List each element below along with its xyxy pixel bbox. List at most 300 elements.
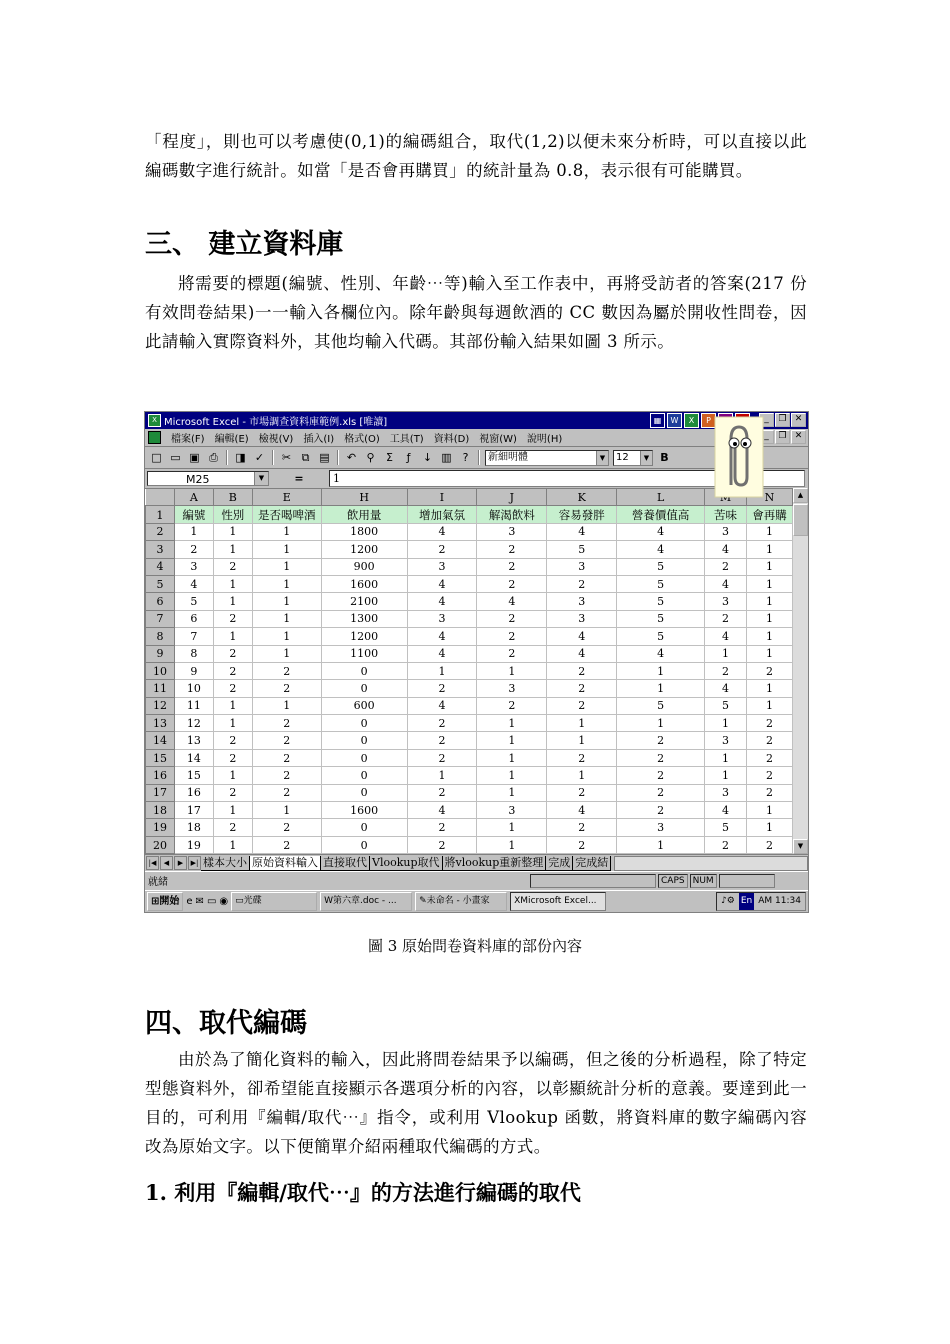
cell[interactable]: 18 [174, 819, 213, 836]
cell[interactable]: 1 [617, 662, 705, 679]
cell[interactable]: 1 [213, 593, 252, 610]
scroll-thumb[interactable] [793, 504, 808, 536]
row-number[interactable]: 6 [146, 593, 175, 610]
cell[interactable]: 1 [746, 593, 792, 610]
cell[interactable]: 4 [705, 541, 747, 558]
cell[interactable]: 12 [174, 715, 213, 732]
cell[interactable]: 5 [617, 610, 705, 627]
cell[interactable]: 2 [705, 610, 747, 627]
row-number[interactable]: 19 [146, 819, 175, 836]
sheet-tab[interactable]: 將vlookup重新整理 [443, 856, 547, 871]
horizontal-scrollbar[interactable] [614, 856, 808, 871]
bold-button[interactable]: B [660, 451, 669, 464]
menu-view[interactable]: 檢視(V) [258, 434, 294, 445]
cell[interactable]: 4 [547, 802, 617, 819]
row-number[interactable]: 14 [146, 732, 175, 749]
cell[interactable]: 4 [617, 523, 705, 540]
new-file-icon[interactable]: □ [151, 451, 162, 464]
ie-icon[interactable]: e [186, 896, 193, 907]
cell[interactable]: 3 [705, 784, 747, 801]
cell[interactable]: 1 [213, 575, 252, 592]
cell[interactable]: 2 [477, 575, 547, 592]
row-number[interactable]: 1 [146, 506, 175, 523]
cell[interactable]: 2 [547, 662, 617, 679]
column-header[interactable]: J [477, 489, 547, 506]
cell[interactable]: 2 [547, 680, 617, 697]
copy-icon[interactable]: ⧉ [301, 451, 310, 464]
doc-minimize-icon[interactable]: _ [759, 430, 774, 444]
cell[interactable]: 1200 [321, 541, 407, 558]
workbook-icon[interactable] [148, 431, 161, 444]
cell[interactable]: 2 [746, 749, 792, 766]
header-cell[interactable]: 是否喝啤酒 [252, 506, 321, 523]
cell[interactable]: 1 [617, 680, 705, 697]
cell[interactable]: 2 [252, 662, 321, 679]
cell[interactable]: 2 [213, 558, 252, 575]
cell[interactable]: 2 [705, 836, 747, 853]
task-button[interactable] [320, 892, 412, 911]
column-header[interactable]: H [321, 489, 407, 506]
cell[interactable]: 1300 [321, 610, 407, 627]
cell[interactable]: 1 [213, 523, 252, 540]
cell[interactable]: 2 [213, 819, 252, 836]
cell[interactable]: 1 [174, 523, 213, 540]
chart-wizard-icon[interactable]: ▥ [441, 451, 452, 464]
header-cell[interactable]: 編號 [174, 506, 213, 523]
cell[interactable]: 1 [213, 715, 252, 732]
cell[interactable]: 1 [746, 680, 792, 697]
header-cell[interactable]: 性別 [213, 506, 252, 523]
cell[interactable]: 2 [705, 558, 747, 575]
cell[interactable]: 1 [547, 715, 617, 732]
cell[interactable]: 2 [746, 836, 792, 853]
spell-check-icon[interactable]: ✓ [254, 451, 265, 464]
equals-icon[interactable]: = [294, 472, 304, 485]
cell[interactable]: 11 [174, 697, 213, 714]
cell[interactable]: 0 [321, 767, 407, 784]
cell[interactable]: 2 [252, 836, 321, 853]
cell[interactable]: 2 [174, 541, 213, 558]
cell[interactable]: 5 [617, 697, 705, 714]
cell[interactable]: 14 [174, 749, 213, 766]
cell[interactable]: 1 [213, 697, 252, 714]
cell[interactable]: 2 [477, 628, 547, 645]
cell[interactable]: 1 [213, 628, 252, 645]
cell[interactable]: 1 [746, 558, 792, 575]
cell[interactable]: 2 [407, 819, 477, 836]
cell[interactable]: 1 [477, 784, 547, 801]
cell[interactable]: 0 [321, 732, 407, 749]
cell[interactable]: 4 [407, 697, 477, 714]
chevron-down-icon[interactable]: ▼ [640, 451, 652, 465]
cell[interactable]: 1 [746, 523, 792, 540]
cell[interactable]: 2 [407, 836, 477, 853]
cell[interactable]: 1 [617, 836, 705, 853]
cell[interactable]: 2 [547, 784, 617, 801]
cell[interactable]: 13 [174, 732, 213, 749]
cell[interactable]: 2 [477, 697, 547, 714]
header-cell[interactable]: 會再購 [746, 506, 792, 523]
menu-tools[interactable]: 工具(T) [389, 434, 424, 445]
excel-shortcut-icon[interactable]: X [684, 413, 699, 428]
cell[interactable]: 2 [252, 749, 321, 766]
cell[interactable]: 2 [213, 645, 252, 662]
cell[interactable]: 2 [252, 819, 321, 836]
cell[interactable]: 1 [477, 749, 547, 766]
cell[interactable]: 1 [746, 802, 792, 819]
cell[interactable]: 5 [547, 541, 617, 558]
cell[interactable]: 4 [407, 523, 477, 540]
media-player-icon[interactable]: ◉ [219, 896, 229, 907]
cell[interactable]: 900 [321, 558, 407, 575]
row-number[interactable]: 12 [146, 697, 175, 714]
cell[interactable]: 2 [252, 732, 321, 749]
cell[interactable]: 5 [617, 593, 705, 610]
cell[interactable]: 4 [617, 541, 705, 558]
close-icon[interactable]: ✕ [791, 413, 806, 427]
cell[interactable]: 0 [321, 819, 407, 836]
office-assistant-clippy-icon[interactable] [713, 415, 765, 499]
task-button[interactable] [231, 892, 317, 911]
cell[interactable]: 2 [477, 610, 547, 627]
cell[interactable]: 5 [174, 593, 213, 610]
cell[interactable]: 2 [252, 767, 321, 784]
sheet-tab[interactable]: Vlookup取代 [370, 856, 443, 871]
cell[interactable]: 4 [477, 593, 547, 610]
first-sheet-icon[interactable]: |◀ [146, 856, 159, 870]
hyperlink-icon[interactable]: ⚲ [366, 451, 375, 464]
cell[interactable]: 1 [252, 802, 321, 819]
cell[interactable]: 3 [477, 802, 547, 819]
cell[interactable]: 1600 [321, 802, 407, 819]
cell[interactable]: 4 [705, 802, 747, 819]
column-header[interactable]: B [213, 489, 252, 506]
cell[interactable]: 2 [617, 784, 705, 801]
row-number[interactable]: 2 [146, 523, 175, 540]
cell[interactable]: 1 [617, 715, 705, 732]
cell[interactable]: 16 [174, 784, 213, 801]
cell[interactable]: 1 [705, 645, 747, 662]
cell[interactable]: 1 [407, 662, 477, 679]
cell[interactable]: 2 [252, 784, 321, 801]
word-shortcut-icon[interactable]: W [667, 413, 682, 428]
cell[interactable]: 3 [705, 593, 747, 610]
task-button-active[interactable] [510, 892, 606, 911]
cell[interactable]: 1 [477, 662, 547, 679]
cell[interactable]: 2 [407, 715, 477, 732]
cell[interactable]: 9 [174, 662, 213, 679]
row-number[interactable]: 9 [146, 645, 175, 662]
header-cell[interactable]: 苦味 [705, 506, 747, 523]
cell[interactable]: 2 [617, 802, 705, 819]
cell[interactable]: 1 [705, 749, 747, 766]
column-header[interactable]: A [174, 489, 213, 506]
cell[interactable]: 1 [252, 558, 321, 575]
menu-file[interactable]: 檔案(F) [171, 434, 205, 445]
cell[interactable]: 1 [705, 767, 747, 784]
cell[interactable]: 0 [321, 784, 407, 801]
show-desktop-icon[interactable]: ▭ [206, 896, 217, 907]
office-shortcut-icon[interactable]: ▦ [650, 413, 665, 428]
cell[interactable]: 2 [407, 732, 477, 749]
cell[interactable]: 4 [407, 575, 477, 592]
cell[interactable]: 2 [213, 610, 252, 627]
row-number[interactable]: 4 [146, 558, 175, 575]
start-button[interactable] [147, 892, 183, 911]
cell[interactable]: 2 [746, 662, 792, 679]
cell[interactable]: 1 [477, 715, 547, 732]
cell[interactable]: 2 [746, 767, 792, 784]
cell[interactable]: 1 [746, 819, 792, 836]
column-header[interactable]: E [252, 489, 321, 506]
cell[interactable]: 2 [547, 836, 617, 853]
cell[interactable]: 2 [746, 784, 792, 801]
header-cell[interactable]: 增加氣氛 [407, 506, 477, 523]
header-cell[interactable]: 解渴飲料 [477, 506, 547, 523]
cell[interactable]: 0 [321, 715, 407, 732]
menu-format[interactable]: 格式(O) [344, 434, 380, 445]
cell[interactable]: 1 [252, 628, 321, 645]
cell[interactable]: 5 [617, 575, 705, 592]
cell[interactable]: 4 [705, 575, 747, 592]
cell[interactable]: 0 [321, 836, 407, 853]
cell[interactable]: 1 [252, 523, 321, 540]
cell[interactable]: 1 [746, 645, 792, 662]
menu-window[interactable]: 視窗(W) [479, 434, 517, 445]
cell[interactable]: 3 [705, 732, 747, 749]
column-header[interactable]: L [617, 489, 705, 506]
cell[interactable]: 4 [407, 802, 477, 819]
language-indicator[interactable]: En [739, 893, 754, 910]
cell[interactable]: 3 [547, 610, 617, 627]
worksheet-grid[interactable] [145, 488, 793, 854]
cell[interactable]: 1 [477, 767, 547, 784]
cell[interactable]: 4 [174, 575, 213, 592]
cell[interactable]: 2 [617, 767, 705, 784]
cell[interactable]: 2 [252, 715, 321, 732]
save-icon[interactable]: ▣ [189, 451, 200, 464]
cut-icon[interactable]: ✂ [281, 451, 292, 464]
chevron-down-icon[interactable]: ▼ [596, 451, 608, 465]
autosum-icon[interactable]: Σ [386, 451, 393, 464]
row-number[interactable]: 16 [146, 767, 175, 784]
cell[interactable]: 5 [617, 558, 705, 575]
cell[interactable]: 2 [252, 680, 321, 697]
cell[interactable]: 4 [547, 628, 617, 645]
menu-edit[interactable]: 編輯(E) [214, 434, 249, 445]
header-cell[interactable]: 飲用量 [321, 506, 407, 523]
cell[interactable]: 1100 [321, 645, 407, 662]
cell[interactable]: 4 [407, 645, 477, 662]
menu-insert[interactable]: 插入(I) [303, 434, 335, 445]
cell[interactable]: 1 [252, 541, 321, 558]
cell[interactable]: 1600 [321, 575, 407, 592]
column-header[interactable]: I [407, 489, 477, 506]
cell[interactable]: 1 [252, 593, 321, 610]
cell[interactable]: 1 [746, 697, 792, 714]
cell[interactable]: 2 [547, 749, 617, 766]
cell[interactable]: 2 [213, 784, 252, 801]
cell[interactable]: 1 [477, 836, 547, 853]
cell[interactable]: 2 [407, 541, 477, 558]
cell[interactable]: 3 [547, 593, 617, 610]
cell[interactable]: 4 [705, 628, 747, 645]
cell[interactable]: 2 [213, 749, 252, 766]
cell[interactable]: 3 [407, 558, 477, 575]
help-icon[interactable]: ? [462, 451, 469, 464]
cell[interactable]: 1 [746, 628, 792, 645]
last-sheet-icon[interactable]: ▶| [188, 856, 201, 870]
doc-close-icon[interactable]: ✕ [791, 430, 806, 444]
row-number[interactable]: 20 [146, 836, 175, 853]
cell[interactable]: 1 [547, 732, 617, 749]
row-number[interactable]: 11 [146, 680, 175, 697]
row-number[interactable]: 7 [146, 610, 175, 627]
cell[interactable]: 3 [174, 558, 213, 575]
cell[interactable]: 1 [213, 767, 252, 784]
cell[interactable]: 1 [252, 610, 321, 627]
cell[interactable]: 2100 [321, 593, 407, 610]
cell[interactable]: 1 [252, 645, 321, 662]
cell[interactable]: 1800 [321, 523, 407, 540]
cell[interactable]: 2 [213, 680, 252, 697]
cell[interactable]: 1 [547, 767, 617, 784]
sort-ascending-icon[interactable]: ↓ [422, 451, 433, 464]
print-preview-icon[interactable]: ◨ [235, 451, 246, 464]
cell[interactable]: 10 [174, 680, 213, 697]
paste-icon[interactable]: ▤ [319, 451, 330, 464]
cell[interactable]: 600 [321, 697, 407, 714]
print-icon[interactable]: ⎙ [209, 451, 218, 464]
cell[interactable]: 2 [547, 697, 617, 714]
vertical-scrollbar[interactable] [793, 488, 808, 854]
cell[interactable]: 1 [407, 767, 477, 784]
cell[interactable]: 1 [705, 715, 747, 732]
cell[interactable]: 1 [746, 610, 792, 627]
sheet-tab[interactable]: 完成結 [573, 856, 611, 871]
cell[interactable]: 0 [321, 662, 407, 679]
sheet-tab[interactable]: 樣本大小 [201, 856, 250, 871]
row-number[interactable]: 15 [146, 749, 175, 766]
cell[interactable]: 0 [321, 749, 407, 766]
tray-icons[interactable]: ♪⚙ [721, 896, 735, 906]
sheet-tab[interactable]: 完成 [546, 856, 573, 871]
cell[interactable]: 1 [252, 575, 321, 592]
cell[interactable]: 3 [547, 558, 617, 575]
open-folder-icon[interactable]: ▭ [170, 451, 181, 464]
cell[interactable]: 4 [547, 645, 617, 662]
cell[interactable]: 2 [407, 680, 477, 697]
cell[interactable]: 2 [213, 662, 252, 679]
font-size-select[interactable] [613, 450, 653, 466]
cell[interactable]: 1 [213, 802, 252, 819]
cell[interactable]: 7 [174, 628, 213, 645]
cell[interactable]: 1 [252, 697, 321, 714]
cell[interactable]: 3 [705, 523, 747, 540]
cell[interactable]: 19 [174, 836, 213, 853]
row-number[interactable]: 18 [146, 802, 175, 819]
header-cell[interactable]: 營養價值高 [617, 506, 705, 523]
cell[interactable]: 4 [547, 523, 617, 540]
cell[interactable]: 5 [617, 628, 705, 645]
cell[interactable]: 1 [477, 819, 547, 836]
name-box[interactable] [147, 471, 269, 486]
scroll-down-icon[interactable]: ▼ [793, 839, 808, 854]
cell[interactable]: 8 [174, 645, 213, 662]
cell[interactable]: 2 [746, 715, 792, 732]
next-sheet-icon[interactable]: ▶ [174, 856, 187, 870]
scroll-up-icon[interactable]: ▲ [793, 488, 808, 503]
prev-sheet-icon[interactable]: ◀ [160, 856, 173, 870]
column-header[interactable]: K [547, 489, 617, 506]
formula-input[interactable]: 1 [329, 470, 805, 487]
column-header[interactable]: N [746, 489, 792, 506]
doc-restore-icon[interactable]: ❐ [775, 430, 790, 444]
cell[interactable]: 1 [213, 836, 252, 853]
cell[interactable]: 3 [617, 819, 705, 836]
cell[interactable]: 2 [617, 749, 705, 766]
cell[interactable]: 3 [477, 523, 547, 540]
row-number[interactable]: 17 [146, 784, 175, 801]
cell[interactable]: 6 [174, 610, 213, 627]
row-number[interactable]: 8 [146, 628, 175, 645]
restore-icon[interactable]: ❐ [775, 413, 790, 427]
cell[interactable]: 4 [705, 680, 747, 697]
minimize-icon[interactable]: _ [759, 413, 774, 427]
menu-data[interactable]: 資料(D) [433, 434, 470, 445]
cell[interactable]: 2 [213, 732, 252, 749]
row-number[interactable]: 5 [146, 575, 175, 592]
cell[interactable]: 2 [477, 541, 547, 558]
outlook-express-icon[interactable]: ✉ [195, 896, 204, 907]
cell[interactable]: 2 [407, 749, 477, 766]
font-name-select[interactable] [485, 450, 609, 466]
cell[interactable]: 4 [617, 645, 705, 662]
cell[interactable]: 1200 [321, 628, 407, 645]
cell[interactable]: 4 [407, 593, 477, 610]
cell[interactable]: 17 [174, 802, 213, 819]
cell[interactable]: 4 [407, 628, 477, 645]
menu-help[interactable]: 說明(H) [526, 434, 563, 445]
cell[interactable]: 2 [705, 662, 747, 679]
cell[interactable]: 0 [321, 680, 407, 697]
chevron-down-icon[interactable]: ▼ [254, 472, 268, 485]
task-button[interactable] [415, 892, 507, 911]
cell[interactable]: 2 [746, 732, 792, 749]
cell[interactable]: 2 [477, 558, 547, 575]
row-number[interactable]: 13 [146, 715, 175, 732]
row-number[interactable]: 10 [146, 662, 175, 679]
cell[interactable]: 5 [705, 819, 747, 836]
cell[interactable]: 1 [746, 575, 792, 592]
powerpoint-shortcut-icon[interactable]: P [701, 413, 716, 428]
select-all-corner[interactable] [146, 489, 175, 506]
cell[interactable]: 1 [746, 541, 792, 558]
sheet-tab[interactable]: 直接取代 [321, 856, 370, 871]
cell[interactable]: 5 [705, 697, 747, 714]
cell[interactable]: 3 [477, 680, 547, 697]
cell[interactable]: 3 [407, 610, 477, 627]
cell[interactable]: 1 [213, 541, 252, 558]
header-cell[interactable]: 容易發胖 [547, 506, 617, 523]
cell[interactable]: 15 [174, 767, 213, 784]
cell[interactable]: 2 [407, 784, 477, 801]
cell[interactable]: 1 [477, 732, 547, 749]
function-icon[interactable]: ƒ [406, 451, 411, 464]
undo-icon[interactable]: ↶ [346, 451, 357, 464]
row-number[interactable]: 3 [146, 541, 175, 558]
cell[interactable]: 2 [547, 575, 617, 592]
